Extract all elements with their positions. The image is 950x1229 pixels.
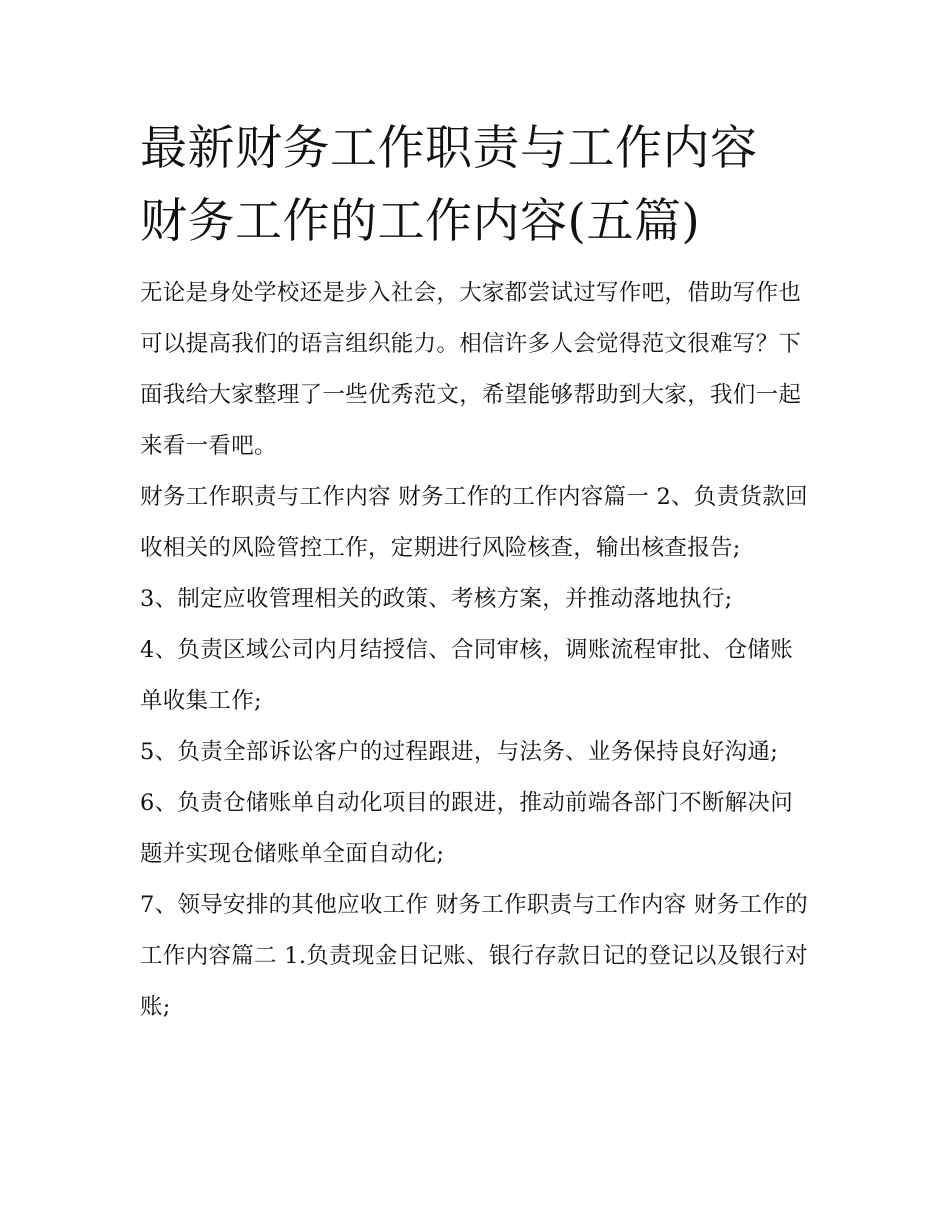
paragraph-item-7-section-2: 7、领导安排的其他应收工作 财务工作职责与工作内容 财务工作的工作内容篇二 1.负责现金日记账、银行存款日记的登记以及银行对账; [140,892,808,1020]
paragraph-item-4: 4、负责区域公司内月结授信、合同审核，调账流程审批、仓储账单收集工作; [140,637,794,714]
document-page [140,112,812,1033]
paragraph-section-1: 财务工作职责与工作内容 财务工作的工作内容篇一 2、负责货款回收相关的风险管控工作，定期进行风险核查，输出核查报告; [140,484,808,561]
paragraph-intro: 无论是身处学校还是步入社会，大家都尝试过写作吧，借助写作也可以提高我们的语言组织能力。相信许多人会觉得范文很难写？下面我给大家整理了一些优秀范文，希望能够帮助到大家，我们一起来看一看吧。 [140,280,802,459]
document-body [140,268,812,1033]
document-title: 最新财务工作职责与工作内容 财务工作的工作内容(五篇) [140,121,758,249]
paragraph-item-3: 3、制定应收管理相关的政策、考核方案，并推动落地执行; [140,586,733,612]
paragraph-item-5-6: 5、负责全部诉讼客户的过程跟进，与法务、业务保持良好沟通; 6、负责仓储账单自动化项目的跟进，推动前端各部门不断解决问题并实现仓储账单全面自动化; [140,739,794,867]
